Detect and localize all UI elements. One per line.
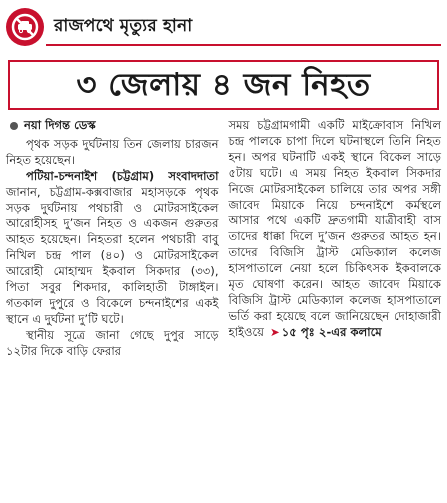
paragraph-1-text: জানান, চট্টগ্রাম-কক্সবাজার মহাসড়কে পৃথক সড়ক দুর্ঘটনায় পথচারী ও মোটরসাইকেল আরোহীসহ দু’জন নিহত ও একজন গুরুতর আহত হয়েছেন। নিহতরা হলেন পথচারী বাবু নিখিল চন্দ্র পাল (৪০) ও মোটরসাইকেল আরোহী মোহাম্মদ ইকবাল সিকদার (৩৩), পিতা সবুর শিকদার, কালিহাতী টাঙ্গাইল। গতকাল দুপুরে ও বিকেলে চন্দনাইশের একই স্থানে এ দুর্ঘটনা দু’টি ঘটে।	[6, 184, 219, 326]
headline: ৩ জেলায় ৪ জন নিহত	[76, 66, 371, 103]
jump-arrow-icon: ➤	[270, 324, 280, 339]
lead-paragraph: পৃথক সড়ক দুর্ঘটনায় তিন জেলায় চারজন নিহত হয়েছেন।	[6, 136, 219, 167]
jump-reference[interactable]: ১৫ পৃঃ ২-এর কলামে	[281, 324, 382, 339]
article-body	[6, 118, 441, 360]
column-right	[229, 118, 442, 360]
dateline: পটিয়া-চন্দনাইশ (চট্টগ্রাম) সংবাদদাতা	[26, 168, 219, 183]
byline	[6, 118, 219, 134]
no-vehicle-icon	[6, 8, 44, 46]
paragraph-3	[229, 118, 442, 341]
section-kicker: রাজপথে মৃত্যুর হানা	[54, 16, 193, 36]
section-header	[6, 4, 441, 50]
byline-text: নয়া দিগন্ত ডেস্ক	[24, 118, 96, 132]
bullet-icon	[10, 122, 18, 130]
paragraph-1	[6, 169, 219, 328]
column-left	[6, 118, 219, 360]
paragraph-2: স্থানীয় সূত্রে জানা গেছে দুপুর সাড়ে ১২টার দিকে বাড়ি ফেরার	[6, 327, 219, 358]
headline-box	[8, 60, 439, 110]
paragraph-3-text: সময় চট্টগ্রামগামী একটি মাইক্রোবাস নিখিল চন্দ্র পালকে চাপা দিলে ঘটনাস্থলে তিনি নিহত হন। অপর ঘটনাটি একই স্থানে বিকেল সাড়ে ৫টায় ঘটে। এ সময় নিহত ইকবাল সিকদার নিজে মোটরসাইকেল চালিয়ে তার অপর সঙ্গী জাবেদ মিয়াকে নিয়ে চন্দনাইশে কর্মস্থলে আসার পথে একটি দ্রুতগামী যাত্রীবাহী বাস তাদের ধাক্কা দিলে দু’জন গুরুতর আহত হন। তাদের বিজিসি ট্রাস্ট মেডিক্যাল কলেজ হাসপাতালে নেয়া হলে চিকিৎসক ইকবালকে মৃত ঘোষণা করেন। আহত জাবেদ মিয়াকে বিজিসি ট্রাস্ট মেডিক্যাল কলেজ হাসপাতালে ভর্তি করা হয়েছে বলে জানিয়েছেন দোহাজারী হাইওয়ে	[228, 118, 441, 339]
